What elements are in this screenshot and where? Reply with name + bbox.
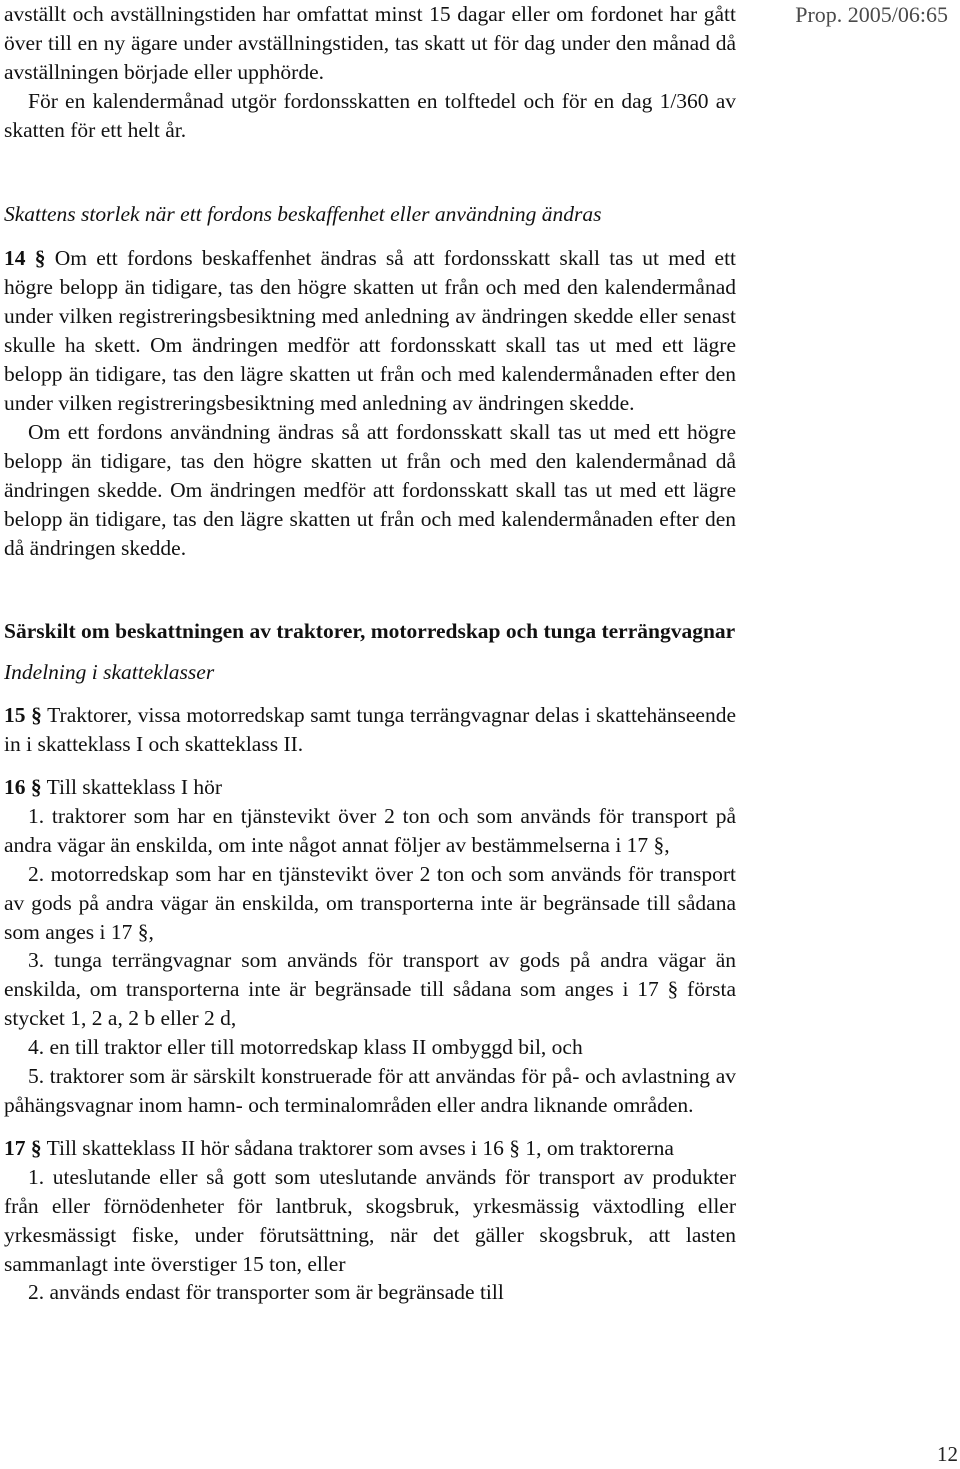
list-item-16-5: 5. traktorer som är särskilt konstruerade för att användas för på- och avlastning av påhängsvagnar inom hamn- och terminalområden eller andra liknande områden. [4,1064,736,1117]
section-heading-change: Skattens storlek när ett fordons beskaffenhet eller användning ändras [4,201,602,226]
subheading-tax-classes: Indelning i skatteklasser [4,660,215,685]
list-item-16-1: 1. traktorer som har en tjänstevikt över 2 ton och som används för transport på andra vägar än enskilda, om inte något annat följer av bestämmelserna i 17 §, [4,803,736,857]
paragraph-number-15: 15 § [4,703,42,728]
list-item-16-2: 2. motorredskap som har en tjänstevikt över 2 ton och som används för transport av gods på andra vägar än enskilda, om transporterna inte är begränsade till sådana som anges i 17 §, [4,861,736,944]
paragraph-15 [4,701,736,759]
paragraph-14-second: Om ett fordons användning ändras så att fordonsskatt skall tas ut med ett högre belopp än tidigare, tas den högre skatten ut från och med den kalendermånad då ändringen skedde. Om ändringen medför att fordonsskatt skall tas ut med ett lägre belopp än tidigare, tas den lägre skatten ut från och med kalendermånaden efter den då ändringen skedde. [4,419,736,560]
list-item-16-4: 4. en till traktor eller till motorredskap klass II ombyggd bil, och [28,1035,583,1060]
paragraph-15-text: Traktorer, vissa motorredskap samt tunga terrängvagnar delas i skattehänseende in i skatteklass I och skatteklass II. [4,703,736,757]
paragraph-16-intro: Till skatteklass I hör [46,775,223,800]
document-body [4,0,736,1307]
paragraph-number-14: 14 § [4,246,46,271]
intro-paragraph-2: För en kalendermånad utgör fordonsskatten en tolftedel och för en dag 1/360 av skatten för ett helt år. [4,88,736,142]
page-number: 12 [937,1442,958,1466]
paragraph-14 [4,244,736,417]
paragraph-number-17: 17 § [4,1135,42,1160]
list-item-17-1: 1. uteslutande eller så gott som uteslutande används för transport av produkter från eller förnödenheter för lantbruk, skogsbruk, yrkesmässig växtodling eller yrkesmässigt fiske, under förutsättning, när det gäller skogsbruk, att lasten sammanlagt inte överstiger 15 ton, eller [4,1164,736,1276]
section-heading-tractors: Särskilt om beskattningen av traktorer, motorredskap och tunga terrängvagnar [4,619,736,644]
paragraph-16 [4,773,736,802]
intro-paragraph-1: avställt och avställningstiden har omfattat minst 15 dagar eller om fordonet har gått över till en ny ägare under avställningstiden, tas skatt ut för dag under den månad då avställningen började eller upphörde. [4,2,736,84]
proposition-reference: Prop. 2005/06:65 [795,2,948,27]
list-item-17-2: 2. används endast för transporter som är begränsade till [28,1280,504,1305]
paragraph-17-intro: Till skatteklass II hör sådana traktorer som avses i 16 § 1, om traktorerna [46,1135,674,1160]
paragraph-14-text: Om ett fordons beskaffenhet ändras så att fordonsskatt skall tas ut med ett högre belopp än tidigare, tas den högre skatten ut från och med den kalendermånad under vilken registreringsbesiktning med anledning av ändringen skedde eller senast skulle ha skett. Om ändringen medför att fordonsskatt skall tas ut med ett lägre belopp än tidigare, tas den lägre skatten ut från och med kalendermånaden efter den under vilken registreringsbesiktning med anledning av ändringen skedde. [4,246,737,415]
paragraph-17 [4,1134,736,1163]
list-item-16-3: 3. tunga terrängvagnar som används för transport av gods på andra vägar än enskilda, om transporterna inte är begränsade till sådana som anges i 17 § första stycket 1, 2 a, 2 b eller 2 d, [4,948,736,1031]
paragraph-number-16: 16 § [4,775,42,800]
